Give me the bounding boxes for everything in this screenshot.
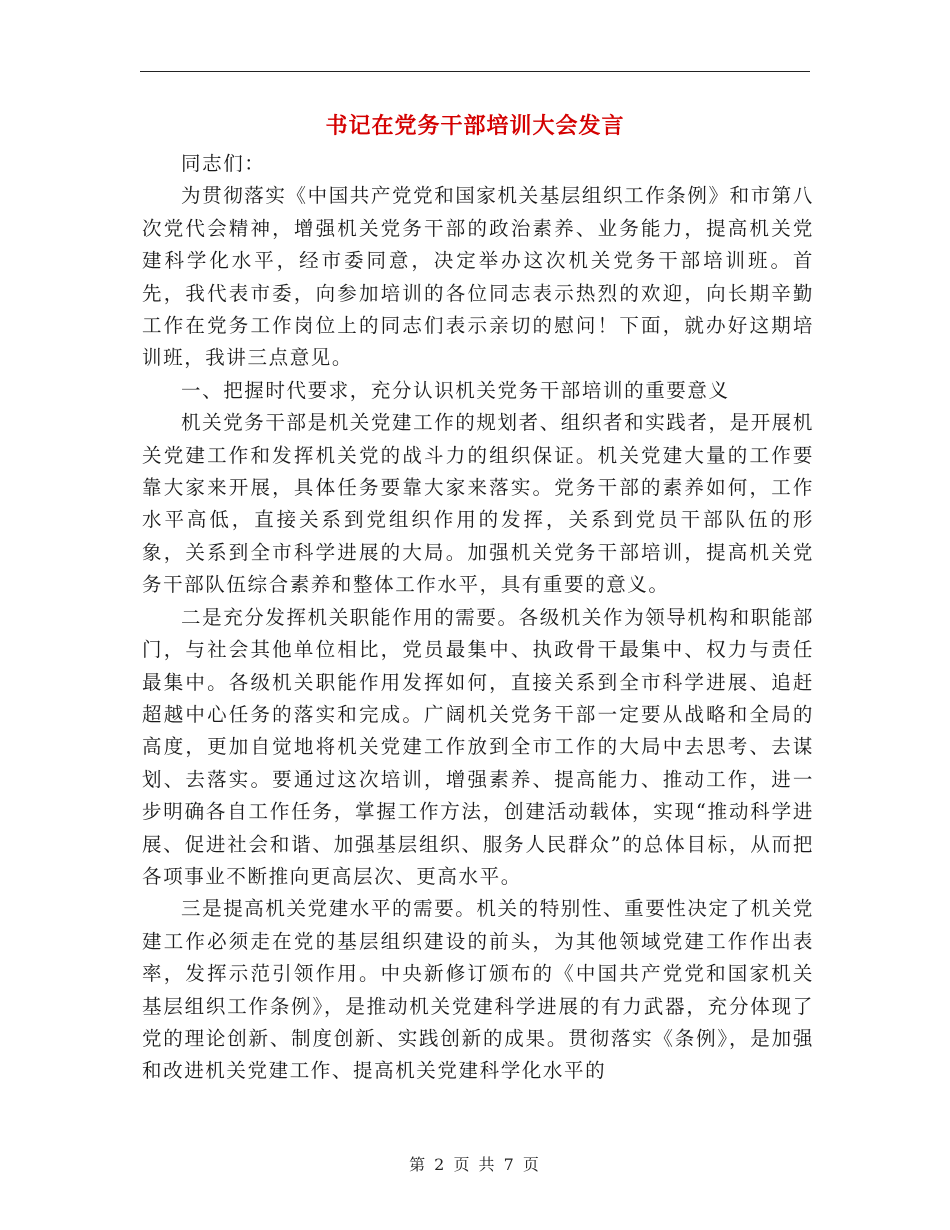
document-title: 书记在党务干部培训大会发言 bbox=[325, 113, 625, 139]
section-heading-one: 一、把握时代要求，充分认识机关党务干部培训的重要意义 bbox=[181, 378, 730, 402]
intro-paragraph: 为贯彻落实《中国共产党党和国家机关基层组织工作条例》和市第八次党代会精神，增强机关党务干部的政治素养、业务能力，提高机关党建科学化水平，经市委同意，决定举办这次机关党务干部培训班。首先，我代表市委，向参加培训的各位同志表示热烈的欢迎，向长期辛勤工作在党务工作岗位上的同志们表示亲切的慰问！下面，就办好这期培训班，我讲三点意见。 bbox=[142, 184, 815, 370]
body-paragraph-third-point: 三是提高机关党建水平的需要。机关的特别性、重要性决定了机关党建工作必须走在党的基层组织建设的前头，为其他领域党建工作作出表率，发挥示范引领作用。中央新修订颁布的《中国共产党党和国家机关基层组织工作条例》，是推动机关党建科学进展的有力武器，充分体现了党的理论创新、制度创新、实践创新的成果。贯彻落实《条例》，是加强和改进机关党建工作、提高机关党建科学化水平的 bbox=[142, 897, 815, 1083]
page-number-footer: 第 2 页 共 7 页 bbox=[409, 1155, 541, 1174]
salutation-paragraph: 同志们： bbox=[181, 152, 266, 175]
header-rule bbox=[140, 71, 810, 72]
body-paragraph-second-point: 二是充分发挥机关职能作用的需要。各级机关作为领导机构和职能部门，与社会其他单位相比，党员最集中、执政骨干最集中、权力与责任最集中。各级机关职能作用发挥如何，直接关系到全市科学进展、追赶超越中心任务的落实和完成。广阔机关党务干部一定要从战略和全局的高度，更加自觉地将机关党建工作放到全市工作的大局中去思考、去谋划、去落实。要通过这次培训，增强素养、提高能力、推动工作，进一步明确各自工作任务，掌握工作方法，创建活动载体，实现“推动科学进展、促进社会和谐、加强基层组织、服务人民群众”的总体目标，从而把各项事业不断推向更高层次、更高水平。 bbox=[142, 605, 815, 888]
document-body bbox=[142, 148, 814, 1088]
body-paragraph-cadre-role: 机关党务干部是机关党建工作的规划者、组织者和实践者，是开展机关党建工作和发挥机关党的战斗力的组织保证。机关党建大量的工作要靠大家来开展，具体任务要靠大家来落实。党务干部的素养如何，工作水平高低，直接关系到党组织作用的发挥，关系到党员干部队伍的形象，关系到全市科学进展的大局。加强机关党务干部培训，提高机关党务干部队伍综合素养和整体工作水平，具有重要的意义。 bbox=[142, 411, 815, 597]
